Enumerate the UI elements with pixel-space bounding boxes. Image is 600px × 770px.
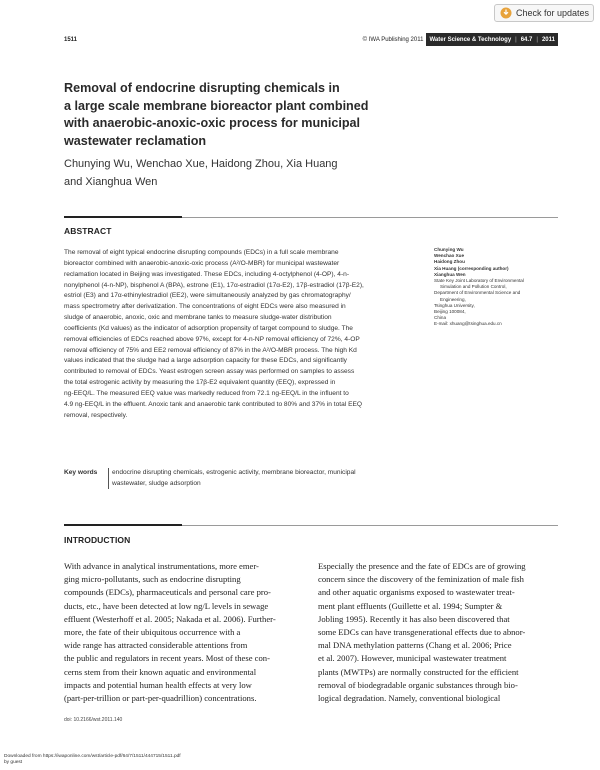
article-title bbox=[64, 80, 384, 150]
abstract-line: estriol (E3) and 17α-ethinylestradiol (EE2), were simultaneously analyzed by gas chromatography/ bbox=[64, 292, 351, 300]
author-line: Chunying Wu, Wenchao Xue, Haidong Zhou, Xia Huang bbox=[64, 158, 338, 170]
keywords-line: wastewater, sludge adsorption bbox=[112, 479, 201, 487]
abstract-line: bioreactor combined with anaerobic-anoxic-oxic process (A²/O-MBR) for municipal wastewater bbox=[64, 259, 340, 267]
body-line: Especially the presence and the fate of EDCs are of growing bbox=[318, 561, 526, 571]
affil-line: Department of Environmental Science and bbox=[434, 290, 521, 296]
body-line: logical degradation. Namely, conventional biological bbox=[318, 693, 501, 704]
abstract-line: ng-EEQ/L. The measured EEQ value was markedly reduced from 72.1 ng-EEQ/L in the influent to bbox=[64, 389, 349, 397]
body-line: the public and regulators in recent years. Most of these con- bbox=[64, 653, 270, 664]
abstract-line: reclamation located in Beijing was investigated. These EDCs, including 4-octylphenol (4-OP), 4-n- bbox=[64, 270, 350, 278]
author-list bbox=[64, 156, 394, 191]
body-line: mal DNA methylation patterns (Chang et al. 2006; Price bbox=[318, 640, 512, 651]
body-line: some EDCs can have transgenerational effects due to abnor- bbox=[318, 627, 526, 638]
title-line: Removal of endocrine disrupting chemicals in bbox=[64, 81, 340, 95]
abstract-line: mass spectrometry after derivatization. The concentrations of eight EDCs were also measured in bbox=[64, 303, 346, 311]
keywords-line: endocrine disrupting chemicals, estrogenic activity, membrane bioreactor, municipal bbox=[112, 469, 356, 476]
author-line: and Xianghua Wen bbox=[64, 175, 158, 188]
download-notice bbox=[4, 754, 181, 767]
divider-accent bbox=[64, 216, 182, 218]
affil-line: Tsinghua University, bbox=[434, 302, 475, 308]
affil-line: State Key Joint Laboratory of Environmental bbox=[434, 278, 524, 284]
introduction-right-column bbox=[318, 560, 558, 705]
affil-author-name: Xianghua Wen bbox=[434, 271, 466, 277]
body-line: and other aquatic organisms exposed to wastewater treat- bbox=[318, 587, 515, 598]
keywords bbox=[64, 468, 424, 489]
body-line: ging micro-pollutants, such as endocrine disrupting bbox=[64, 574, 241, 585]
affil-author-name: Haidong Zhou bbox=[434, 259, 465, 265]
check-for-updates-label: Check for updates bbox=[516, 8, 590, 18]
abstract-body bbox=[64, 248, 424, 422]
affil-author-name: Wenchao Xue bbox=[434, 253, 465, 259]
affil-author-name: Chunying Wu bbox=[434, 247, 464, 252]
title-line: a large scale membrane bioreactor plant combined bbox=[64, 98, 369, 113]
abstract-line: The removal of eight typical endocrine disrupting compounds (EDCs) in a full scale membrane bbox=[64, 249, 339, 256]
title-line: with anaerobic-anoxic-oxic process for municipal bbox=[64, 116, 361, 130]
abstract-line: removal, respectively. bbox=[64, 411, 128, 419]
affil-line: Simulation and Pollution Control, bbox=[440, 284, 507, 290]
body-line: impacts and potential human health effects at very low bbox=[64, 679, 252, 690]
abstract-line: nonylphenol (4-n-NP), bisphenol A (BPA), estrone (E1), 17α-estradiol (17α-E2), 17β-estradiol (17β-E2), bbox=[64, 281, 364, 289]
introduction-heading: INTRODUCTION bbox=[64, 535, 131, 545]
updates-icon bbox=[500, 7, 512, 19]
affil-line: China bbox=[434, 315, 447, 321]
download-by: by guest bbox=[4, 760, 23, 766]
abstract-line: values indicated that the sludge had a large adsorption capacity for these EDCs, and significantly bbox=[64, 357, 347, 365]
journal-bar: Water Science & Technology | 64.7 | 2011 bbox=[426, 33, 558, 46]
affil-email: E-mail: xhuang@tsinghua.edu.cn bbox=[434, 321, 502, 327]
abstract-line: contributed to removal of EDCs. Yeast estrogen screen assay was performed on samples to assess bbox=[64, 368, 355, 376]
download-url[interactable]: Downloaded from https://iwaponline.com/wst/article-pdf/64/7/1511/444715/1511.pdf bbox=[4, 754, 181, 759]
journal-year: 2011 bbox=[541, 36, 555, 43]
body-line: plants (MWTPs) are normally constructed for the efficient bbox=[318, 666, 519, 677]
body-line: more, the fate of their ubiquitous occurrence with a bbox=[64, 627, 241, 638]
check-for-updates-button[interactable] bbox=[494, 4, 594, 22]
keywords-text bbox=[108, 468, 356, 489]
abstract-line: 4.9 ng-EEQ/L in the effluent. Anoxic tank and anaerobic tank contributed to 80% and 37% in total EEQ bbox=[64, 400, 363, 408]
keywords-label: Key words bbox=[64, 469, 98, 476]
affil-author-name: Xia Huang (corresponding author) bbox=[434, 265, 509, 271]
body-line: removal of biodegradable organic substances through bio- bbox=[318, 679, 518, 690]
author-affiliation bbox=[434, 247, 564, 328]
running-head bbox=[64, 33, 558, 46]
body-line: With advance in analytical instrumentations, more emer- bbox=[64, 561, 259, 571]
body-line: Jobling 1995). Recently it has also been discovered that bbox=[318, 613, 510, 624]
abstract-line: the total estrogenic activity by measuring the 17β-E2 equivalent quantity (EEQ), expressed in bbox=[64, 379, 336, 387]
publisher-copyright: © IWA Publishing 2011 bbox=[362, 36, 424, 43]
abstract-line: removal efficiencies of EDCs reached above 97%, except for 4-n-NP removal efficiency of 72%, 4-OP bbox=[64, 335, 360, 343]
divider-accent bbox=[64, 524, 182, 526]
page-number: 1511 bbox=[64, 36, 78, 43]
journal-volume: 64.7 bbox=[520, 36, 533, 43]
body-line: (part-per-trillion or part-per-quadrillion) concentrations. bbox=[64, 693, 257, 704]
introduction-left-column bbox=[64, 560, 304, 705]
title-line: wastewater reclamation bbox=[64, 133, 207, 148]
abstract-line: sludge of anaerobic, anoxic, oxic and membrane tanks to measure sludge-water distribution bbox=[64, 314, 332, 322]
body-line: cerns stem from their known aquatic and environmental bbox=[64, 666, 257, 677]
affil-line: Beijing 100084, bbox=[434, 309, 466, 315]
doi-link[interactable]: doi: 10.2166/wst.2011.140 bbox=[64, 717, 123, 723]
body-line: compounds (EDCs), pharmaceuticals and personal care pro- bbox=[64, 587, 271, 598]
body-line: et al. 2007). However, municipal wastewater treatment bbox=[318, 653, 507, 664]
body-line: effluent (Westerhoff et al. 2005; Nakada et al. 2006). Further- bbox=[64, 613, 276, 624]
body-line: ducts, etc., have been detected at low ng/L levels in sewage bbox=[64, 600, 269, 611]
body-line: concern since the discovery of the feminization of male fish bbox=[318, 574, 524, 585]
affil-line: Engineering, bbox=[440, 296, 466, 302]
journal-name: Water Science & Technology bbox=[429, 36, 512, 43]
abstract-line: removal efficiency of 75% and EE2 removal efficiency of 87% in the A²/O-MBR process. The high Kd bbox=[64, 346, 357, 354]
body-line: wide range has attracted considerable attentions from bbox=[64, 640, 248, 651]
body-line: ment plant effluents (Guillette et al. 1994; Sumpter & bbox=[318, 600, 503, 611]
abstract-line: coefficients (Kd values) as the indicator of adsorption propensity of target compound to sludge. The bbox=[64, 324, 353, 332]
abstract-heading: ABSTRACT bbox=[64, 226, 112, 236]
